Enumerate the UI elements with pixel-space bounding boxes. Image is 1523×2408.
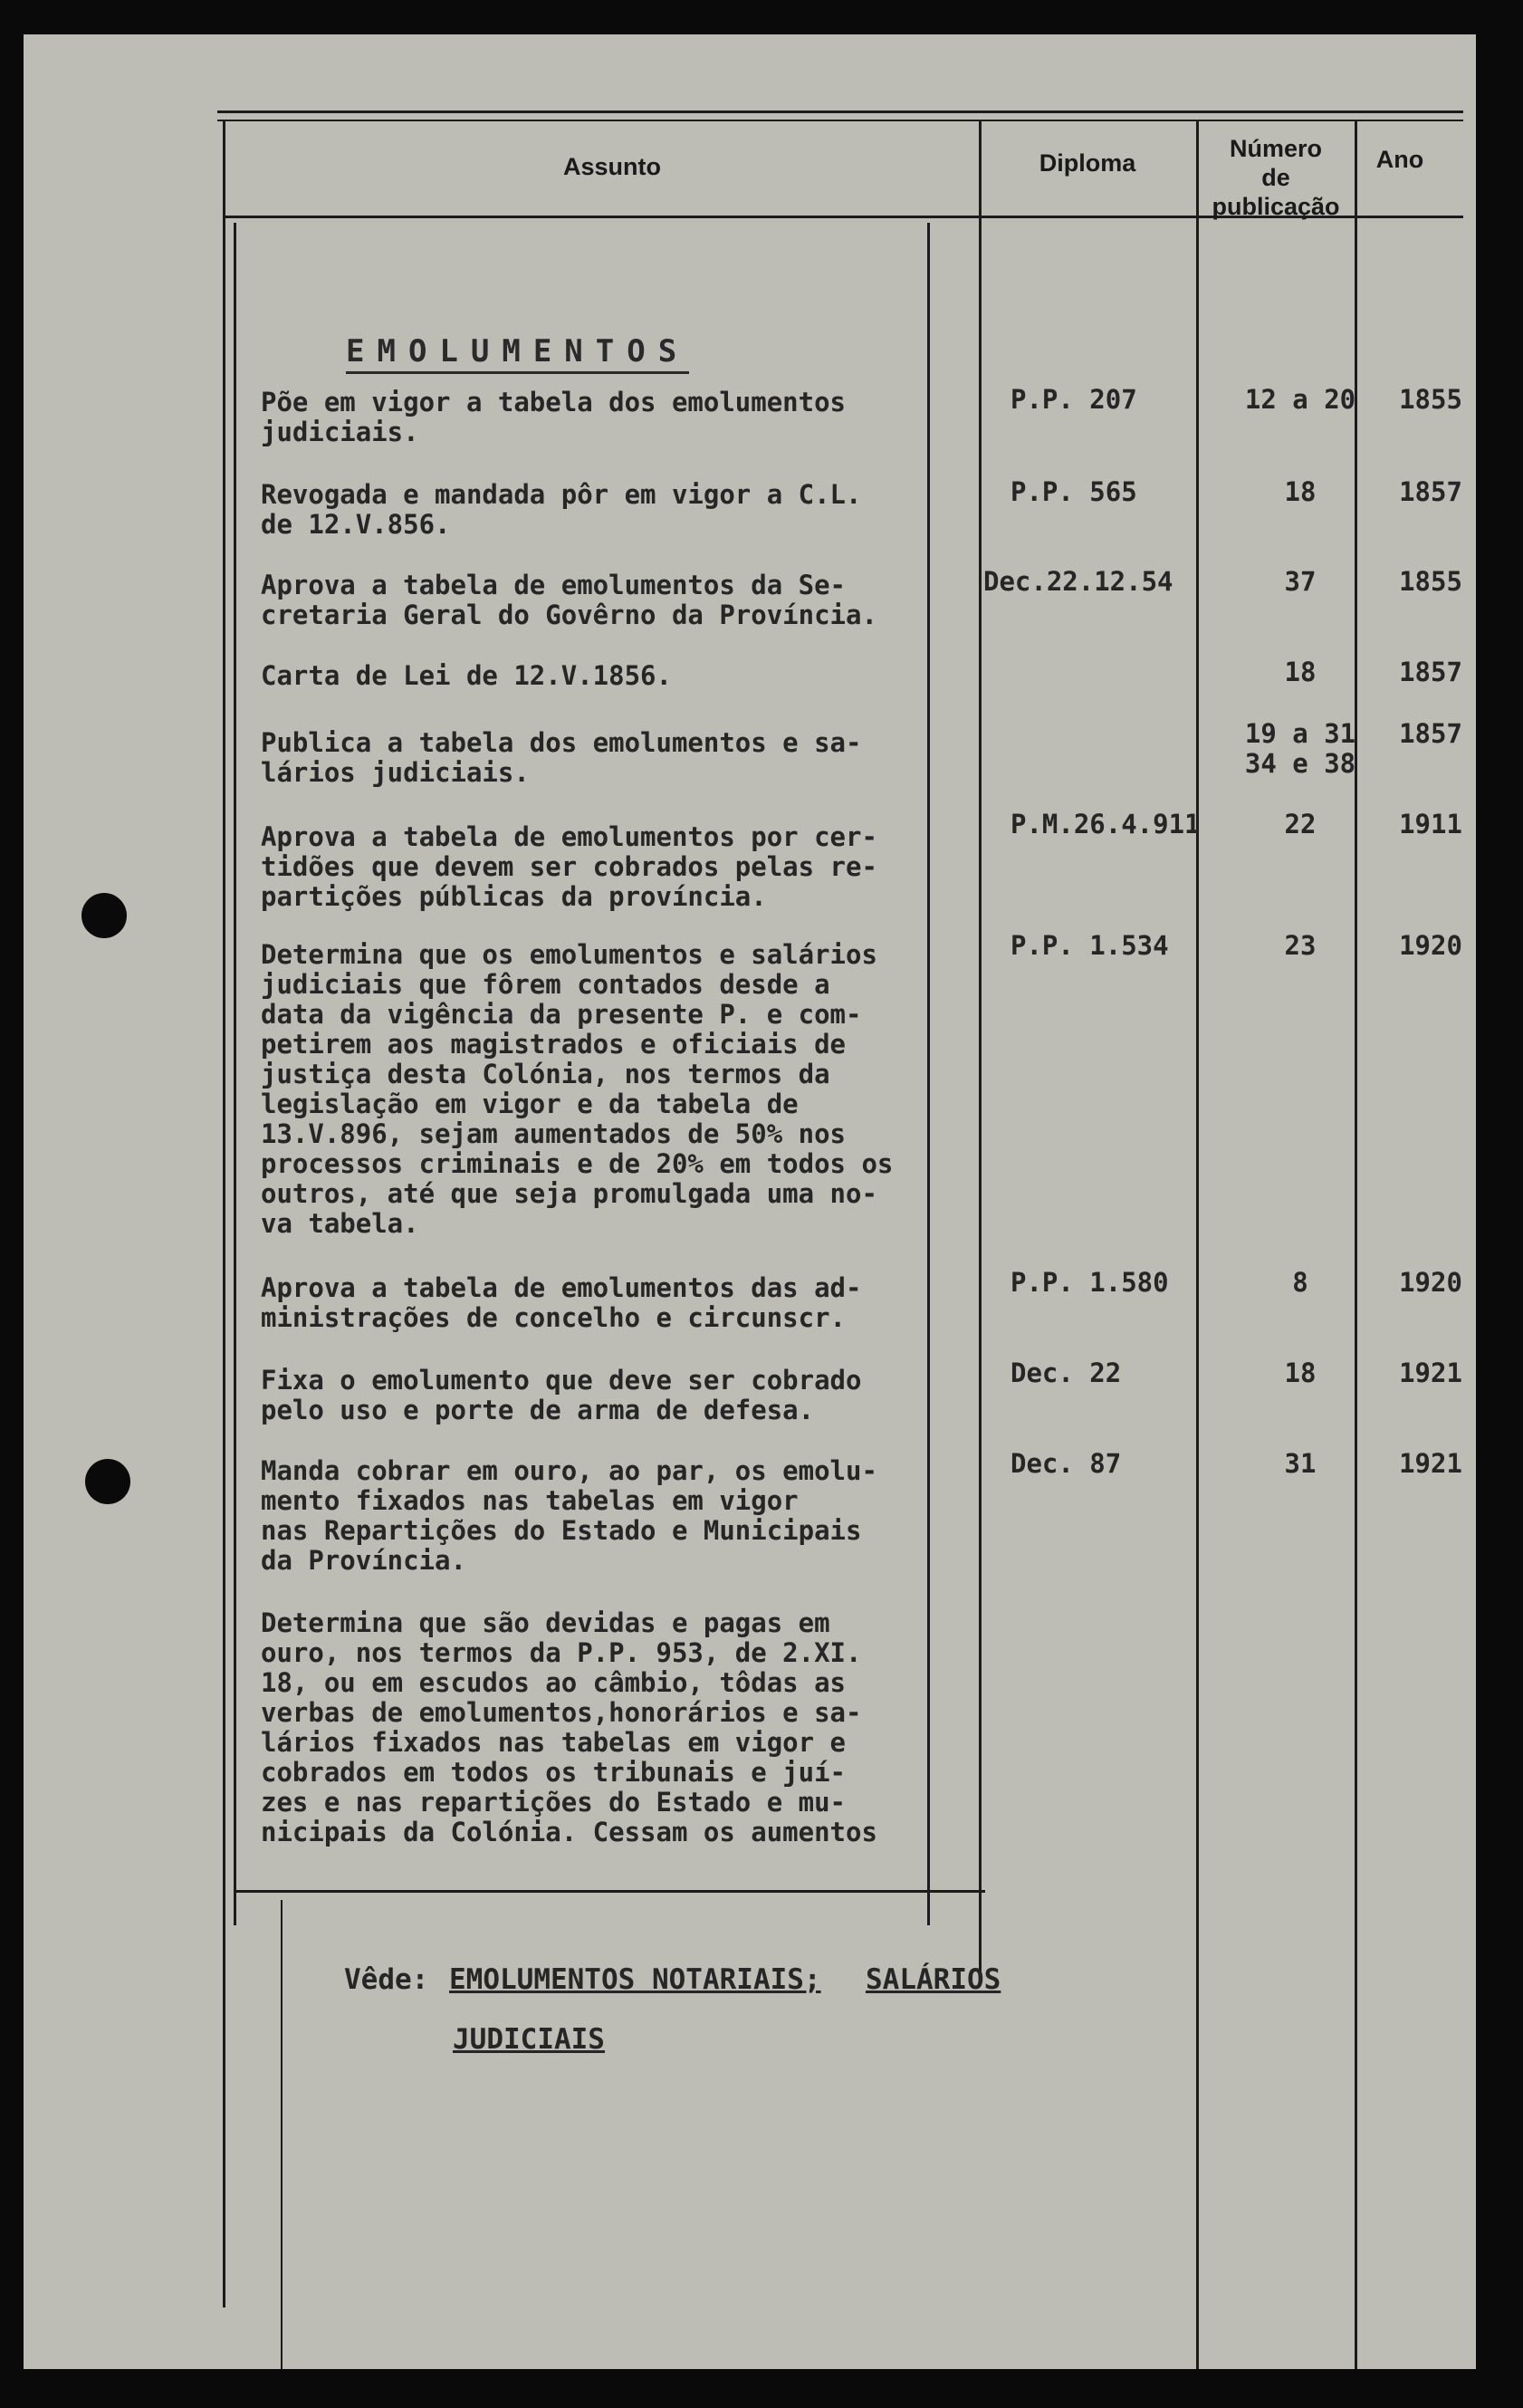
- row-5-numero: 22: [1284, 809, 1317, 839]
- row-9-numero: 31: [1284, 1448, 1317, 1479]
- row-8-numero: 18: [1284, 1357, 1317, 1388]
- col-divider-diploma: [979, 120, 982, 1985]
- row-5-assunto: Aprova a tabela de emolumentos por cer- tidões que devem ser cobrados pelas re- partições públicas da província.: [261, 821, 877, 912]
- left-border: [223, 120, 225, 2307]
- row-3-assunto: Carta de Lei de 12.V.1856.: [261, 660, 672, 691]
- margin-line: [281, 1900, 283, 2369]
- assunto-inner-left: [234, 223, 236, 1925]
- row-0-numero: 12 a 20: [1244, 384, 1356, 415]
- punch-hole-top: [81, 893, 127, 938]
- row-6-ano: 1920: [1399, 930, 1462, 961]
- row-7-assunto: Aprova a tabela de emolumentos das ad- ministrações de concelho e circunscr.: [261, 1272, 862, 1333]
- col-divider-numero: [1196, 120, 1199, 2369]
- row-0-ano: 1855: [1399, 384, 1462, 415]
- col-divider-ano: [1355, 120, 1357, 2369]
- row-7-ano: 1920: [1399, 1267, 1462, 1298]
- row-2-assunto: Aprova a tabela de emolumentos da Se- cretaria Geral do Govêrno da Província.: [261, 570, 877, 630]
- row-2-numero: 37: [1284, 566, 1317, 597]
- top-rule: [217, 110, 1463, 113]
- row-6-numero: 23: [1284, 930, 1317, 961]
- row-9-diploma: Dec. 87: [1011, 1448, 1122, 1479]
- row-7-numero: 8: [1292, 1267, 1308, 1298]
- row-10-assunto: Determina que são devidas e pagas em ouro, nos termos da P.P. 953, de 2.XI. 18, ou em escudos ao câmbio, tôdas as verbas de emolumentos,honorários e sa- lários fixados nas tabelas em vigor e cobrados em todos os tribunais e juí- zes e nas repartições do Estado e mu- nicipais da Colónia. Cessam os aumentos: [261, 1607, 877, 1847]
- row-6-assunto: Determina que os emolumentos e salários judiciais que fôrem contados desde a data da vigência da presente P. e com- petirem aos magistrados e oficiais de justiça desta Colónia, nos termos da legislação em vigor e da tabela de 13.V.896, sejam aumentados de 50% nos processos criminais e de 20% em todos os outros, até que seja promulgada uma no- va tabela.: [261, 939, 894, 1239]
- row-5-ano: 1911: [1399, 809, 1462, 839]
- header-assunto: Assunto: [563, 153, 661, 180]
- row-1-ano: 1857: [1399, 476, 1462, 507]
- header-top-rule: [217, 120, 1463, 121]
- row-9-ano: 1921: [1399, 1448, 1462, 1479]
- vede-ref-judiciais: JUDICIAIS: [453, 2023, 605, 2056]
- row-1-numero: 18: [1284, 476, 1317, 507]
- header-numero: Número de publicação: [1212, 135, 1340, 220]
- assunto-bottom-rule: [234, 1890, 985, 1893]
- punch-hole-bottom: [85, 1459, 130, 1504]
- vede-label: Vêde:: [344, 1963, 429, 1996]
- row-1-assunto: Revogada e mandada pôr em vigor a C.L. de 12.V.856.: [261, 479, 862, 540]
- row-5-diploma: P.M.26.4.911: [1011, 809, 1201, 839]
- header-diploma: Diploma: [1039, 149, 1136, 177]
- row-3-numero: 18: [1284, 657, 1317, 687]
- row-1-diploma: P.P. 565: [1011, 476, 1137, 507]
- row-6-diploma: P.P. 1.534: [1011, 930, 1169, 961]
- section-title: EMOLUMENTOS: [346, 333, 689, 374]
- row-0-diploma: P.P. 207: [1011, 384, 1137, 415]
- header-ano: Ano: [1375, 146, 1424, 173]
- row-0-assunto: Põe em vigor a tabela dos emolumentos judiciais.: [261, 387, 847, 447]
- row-8-assunto: Fixa o emolumento que deve ser cobrado pelo uso e porte de arma de defesa.: [261, 1365, 862, 1425]
- row-2-diploma: Dec.22.12.54: [983, 566, 1173, 597]
- row-4-assunto: Publica a tabela dos emolumentos e sa- lários judiciais.: [261, 727, 862, 788]
- row-8-diploma: Dec. 22: [1011, 1357, 1122, 1388]
- row-8-ano: 1921: [1399, 1357, 1462, 1388]
- row-3-ano: 1857: [1399, 657, 1462, 687]
- vede-ref-salarios: SALÁRIOS: [866, 1963, 1001, 1996]
- row-4-numero: 19 a 31 34 e 38: [1244, 718, 1356, 779]
- row-2-ano: 1855: [1399, 566, 1462, 597]
- vede-ref-emolumentos-notariais: EMOLUMENTOS NOTARIAIS;: [449, 1963, 821, 1996]
- row-9-assunto: Manda cobrar em ouro, ao par, os emolu- mento fixados nas tabelas em vigor nas Repartições do Estado e Municipais da Província.: [261, 1455, 877, 1576]
- row-7-diploma: P.P. 1.580: [1011, 1267, 1169, 1298]
- row-4-ano: 1857: [1399, 718, 1462, 749]
- index-card: [24, 34, 1476, 2369]
